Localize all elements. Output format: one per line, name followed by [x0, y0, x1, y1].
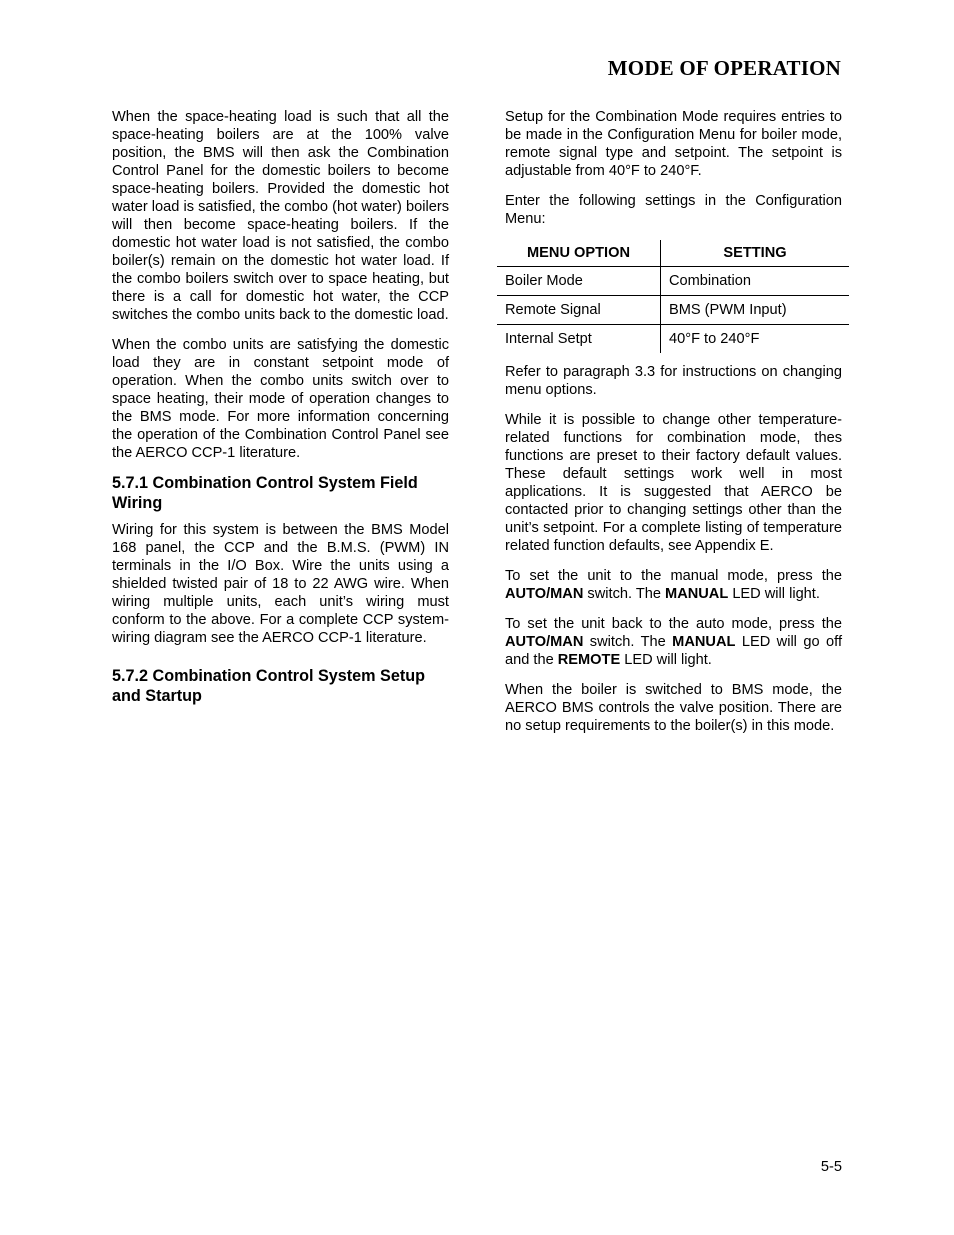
right-paragraph-6: [505, 615, 842, 669]
text-run: To set the unit back to the auto mode, press the: [505, 616, 842, 632]
remote-led-label: REMOTE: [557, 652, 621, 668]
page-header-title: MODE OF OPERATION: [607, 56, 841, 80]
table-cell-setting: 40°F to 240°F: [669, 331, 760, 347]
auto-man-switch-label: AUTO/MAN: [505, 586, 584, 602]
left-paragraph-2: When the combo units are satisfying the domestic load they are in constant setpoint mode of operation. When the combo units switch over to space heating, their mode of operation changes to the BMS mode. For more information concerning the operation of the Combination Control Panel see the AERCO CCP-1 literature.: [112, 337, 449, 461]
table-cell-option: Remote Signal: [497, 296, 661, 325]
left-column: [112, 108, 449, 714]
right-paragraph-2: Enter the following settings in the Configuration Menu:: [505, 193, 842, 227]
section-heading-field-wiring: 5.7.1 Combination Control System Field Wiring: [112, 474, 418, 512]
right-paragraph-5: [505, 567, 842, 603]
right-paragraph-3: Refer to paragraph 3.3 for instructions on changing menu options.: [505, 364, 842, 398]
manual-led-label: MANUAL: [665, 586, 729, 602]
text-run: switch. The: [583, 634, 673, 650]
text-run: LED will go off and the: [505, 634, 842, 668]
table-row: [497, 325, 849, 354]
configuration-settings-table: [497, 240, 849, 353]
table-cell-option: Internal Setpt: [497, 325, 661, 354]
table-header-row: [497, 240, 849, 267]
manual-led-label: MANUAL: [672, 634, 736, 650]
right-paragraph-1: Setup for the Combination Mode requires entries to be made in the Configuration Menu for boiler mode, remote signal type and setpoint. The setpoint is adjustable from 40°F to 240°F.: [505, 109, 842, 179]
table-cell-setting: Combination: [661, 267, 850, 296]
auto-man-switch-label: AUTO/MAN: [505, 634, 584, 650]
left-paragraph-3: Wiring for this system is between the BMS Model 168 panel, the CCP and the B.M.S. (PWM) IN terminals in the I/O Box. Wire the units using a shielded twisted pair of 18 to 22 AWG wire. When wiring multiple units, each unit’s wiring must conform to the above. For a complete CCP system-wiring diagram see the AERCO CCP-1 literature.: [112, 522, 449, 646]
text-run: To set the unit to the manual mode, press the: [505, 568, 842, 584]
table-row: [497, 267, 849, 296]
table-cell-setting: BMS (PWM Input): [661, 296, 850, 325]
text-run: switch. The: [583, 586, 666, 602]
text-run: LED will light.: [620, 652, 712, 668]
text-run: LED will light.: [728, 586, 820, 602]
right-paragraph-7: When the boiler is switched to BMS mode, the AERCO BMS controls the valve position. There are no setup requirements to the boiler(s) in this mode.: [505, 682, 842, 734]
table-header-setting: SETTING: [661, 240, 850, 267]
page-number: 5-5: [820, 1159, 842, 1175]
section-heading-setup-startup: 5.7.2 Combination Control System Setup and Startup: [112, 667, 426, 705]
table-row: [497, 296, 849, 325]
right-column: [505, 108, 842, 747]
table-header-menu-option: MENU OPTION: [497, 240, 661, 267]
table-cell-option: Boiler Mode: [497, 267, 661, 296]
right-paragraph-4: While it is possible to change other temperature-related functions for combination mode, thes functions are preset to their factory default values. These default settings work well in most applications. It is suggested that AERCO be contacted prior to changing settings other than the unit’s setpoint. For a complete listing of temperature related function defaults, see Appendix E.: [505, 412, 842, 554]
left-paragraph-1: When the space-heating load is such that all the space-heating boilers are at the 100% valve position, the BMS will then ask the Combination Control Panel for the domestic boilers to become space-heating boilers. Provided the domestic hot water load is satisfied, the combo (hot water) boilers will then become space-heating boilers. If the domestic hot water load is not satisfied, the combo boiler(s) remain on the domestic hot water load. If the combo boilers switch over to space heating, but there is a call for domestic hot water, the CCP switches the combo units back to the domestic load.: [112, 109, 449, 323]
